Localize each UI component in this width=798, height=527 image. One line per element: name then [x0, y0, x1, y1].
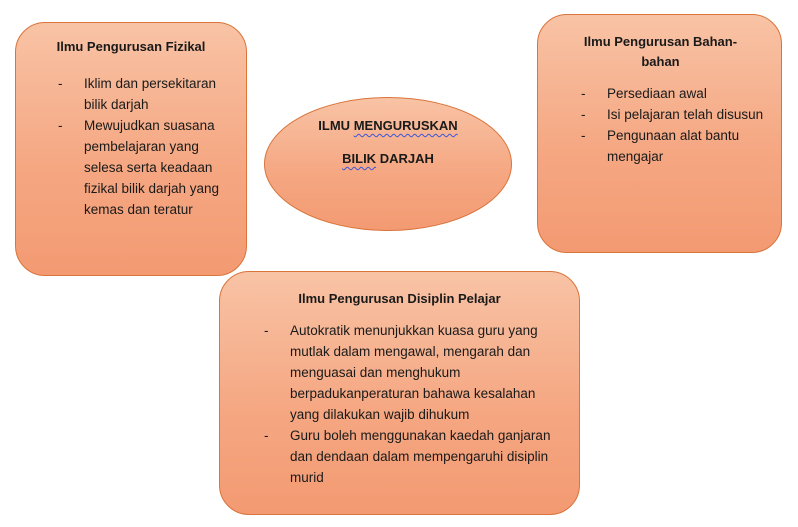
- box-pengurusan-disiplin: [219, 271, 580, 515]
- box-bahan-list: [581, 83, 772, 167]
- list-item: - Persediaan awal: [581, 86, 707, 101]
- list-item: - Guru boleh menggunakan kaedah ganjaran dan dendaan dalam mempengaruhi disiplin murid: [264, 428, 551, 485]
- list-item: - Pengunaan alat bantu mengajar: [581, 128, 740, 164]
- center-topic-ellipse: [264, 97, 512, 231]
- center-title-line1: ILMU MENGURUSKAN: [318, 118, 458, 133]
- box-fizikal-list: [58, 73, 234, 220]
- box-disiplin-title: Ilmu Pengurusan Disiplin Pelajar: [298, 291, 501, 306]
- center-title-line2: BILIK DARJAH: [342, 151, 434, 166]
- list-item: - Isi pelajaran telah disusun: [581, 107, 764, 122]
- list-item: - Mewujudkan suasana pembelajaran yang selesa serta keadaan fizikal bilik darjah yang kemas dan teratur: [58, 118, 220, 217]
- box-pengurusan-bahan: [537, 14, 782, 253]
- box-disiplin-list: [264, 320, 566, 488]
- list-item: - Autokratik menunjukkan kuasa guru yang mutlak dalam mengawal, mengarah dan menguasai dan menghukum berpadukanperaturan bahawa kesalahan yang dilakukan wajib dihukum: [264, 323, 538, 422]
- box-fizikal-title: Ilmu Pengurusan Fizikal: [56, 39, 206, 54]
- list-item: - Iklim dan persekitaran bilik darjah: [58, 76, 217, 112]
- box-pengurusan-fizikal: [15, 22, 247, 276]
- box-bahan-title: Ilmu Pengurusan Bahan-bahan: [583, 34, 738, 69]
